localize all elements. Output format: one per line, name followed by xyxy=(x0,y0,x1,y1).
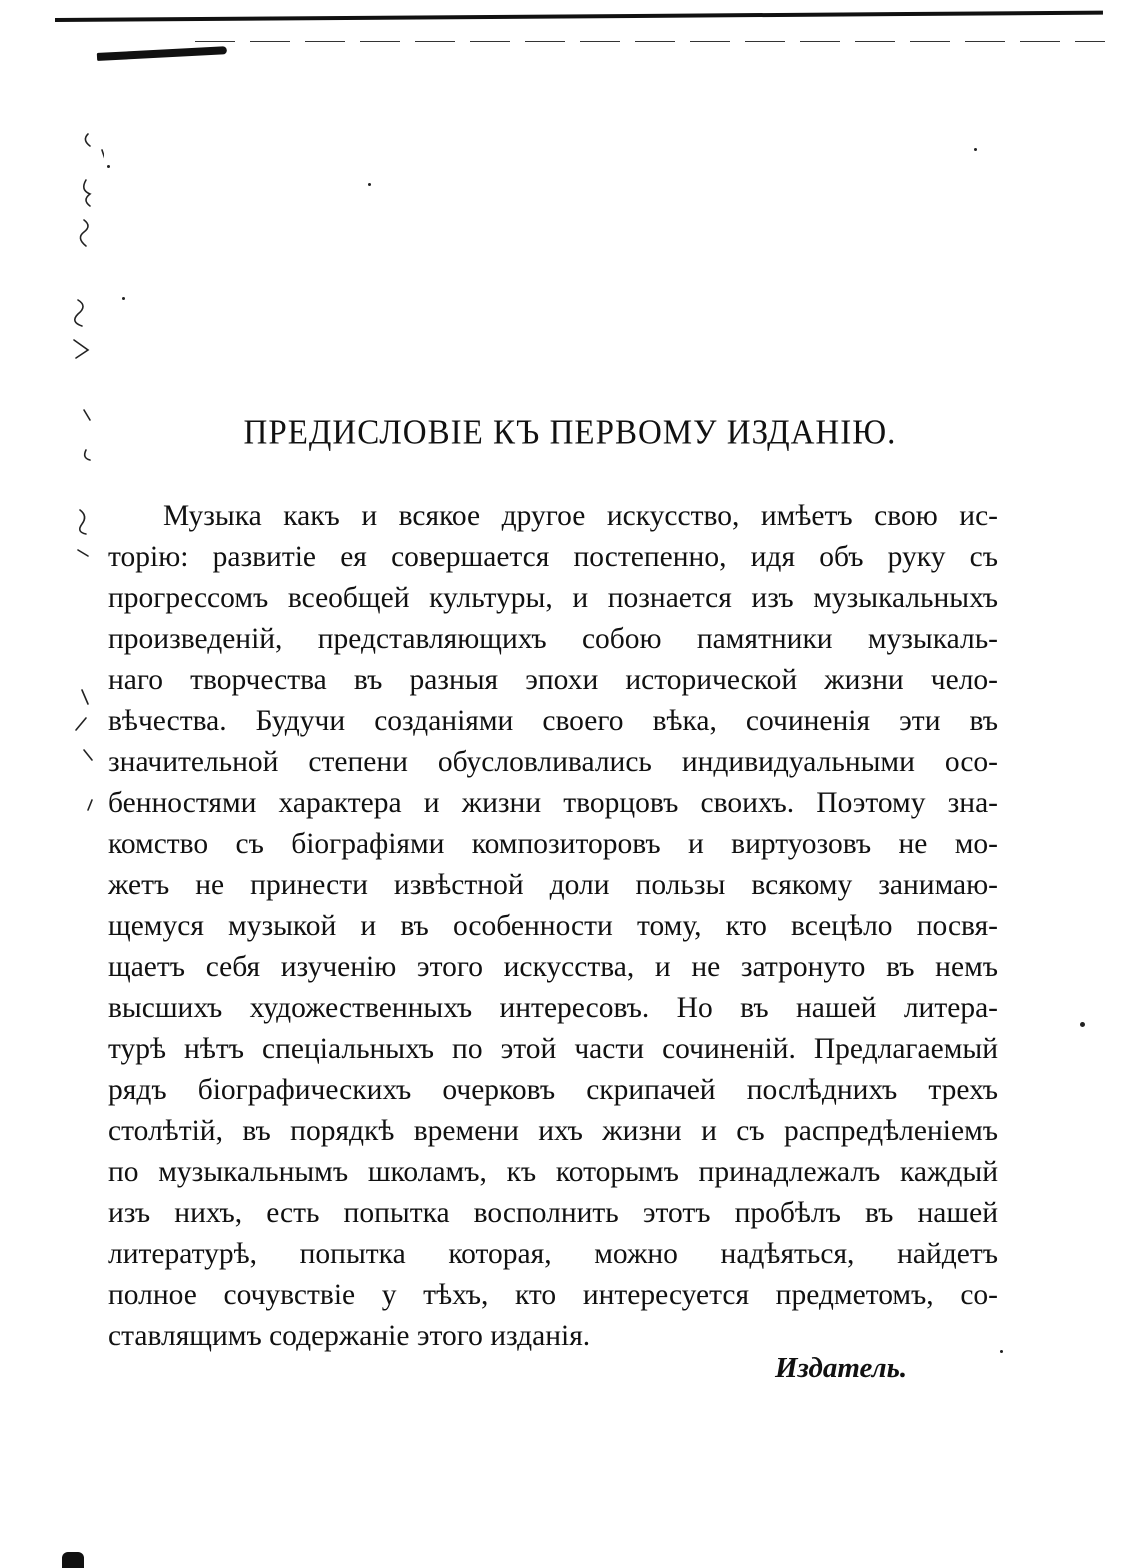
text-line: вѣчества. Будучи созданіями своего вѣка, сочиненія эти въ xyxy=(108,705,998,737)
top-border-rule xyxy=(55,11,1103,22)
text-line: комство съ біографіями композиторовъ и виртуозовъ не мо- xyxy=(108,828,998,860)
text-line: столѣтій, въ порядкѣ времени ихъ жизни и съ распредѣленіемъ xyxy=(108,1115,998,1147)
ink-blot xyxy=(62,1552,84,1568)
text-line: жетъ не принести извѣстной доли пользы всякому занимаю- xyxy=(108,869,998,901)
preface-body xyxy=(108,496,998,1357)
text-line: щаетъ себя изученію этого искусства, и не затронуто въ немъ xyxy=(108,951,998,983)
text-line: торію: развитіе ея совершается постепенно, идя объ руку съ xyxy=(108,541,998,573)
publisher-signature: Издатель. xyxy=(775,1352,908,1384)
page-title: ПРЕДИСЛОВІЕ КЪ ПЕРВОМУ ИЗДАНІЮ. xyxy=(243,414,897,452)
text-line: бенностями характера и жизни творцовъ своихъ. Поэтому зна- xyxy=(108,787,998,819)
text-line: по музыкальнымъ школамъ, къ которымъ принадлежалъ каждый xyxy=(108,1156,998,1188)
ink-speck xyxy=(1000,1350,1003,1353)
text-line: наго творчества въ разныя эпохи исторической жизни чело- xyxy=(108,664,998,696)
text-line: щемуся музыкой и въ особенности тому, кто всецѣло посвя- xyxy=(108,910,998,942)
handwritten-margin-note xyxy=(64,130,104,850)
text-line: прогрессомъ всеобщей культуры, и познается изъ музыкальныхъ xyxy=(108,582,998,614)
ink-speck xyxy=(1080,1022,1085,1027)
ink-speck xyxy=(368,183,371,186)
ink-speck xyxy=(122,297,125,300)
ink-smear xyxy=(97,46,227,61)
text-line: рядъ біографическихъ очерковъ скрипачей послѣднихъ трехъ xyxy=(108,1074,998,1106)
text-line: значительной степени обусловливались индивидуальными осо- xyxy=(108,746,998,778)
text-line: Музыка какъ и всякое другое искусство, имѣетъ свою ис- xyxy=(163,500,998,532)
text-line: турѣ нѣтъ спеціальныхъ по этой части сочиненій. Предлагаемый xyxy=(108,1033,998,1065)
text-line: высшихъ художественныхъ интересовъ. Но въ нашей литера- xyxy=(108,992,998,1024)
text-line: произведеній, представляющихъ собою памятники музыкаль- xyxy=(108,623,998,655)
top-dashed-rule xyxy=(195,41,1105,42)
text-line: литературѣ, попытка которая, можно надѣяться, найдетъ xyxy=(108,1238,998,1270)
ink-speck xyxy=(107,165,110,168)
text-line: полное сочувствіе у тѣхъ, кто интересуется предметомъ, со- xyxy=(108,1279,998,1311)
text-line: изъ нихъ, есть попытка восполнить этотъ пробѣлъ въ нашей xyxy=(108,1197,998,1229)
ink-speck xyxy=(974,148,977,151)
text-line: ставлящимъ содержаніе этого изданія. xyxy=(108,1320,591,1352)
